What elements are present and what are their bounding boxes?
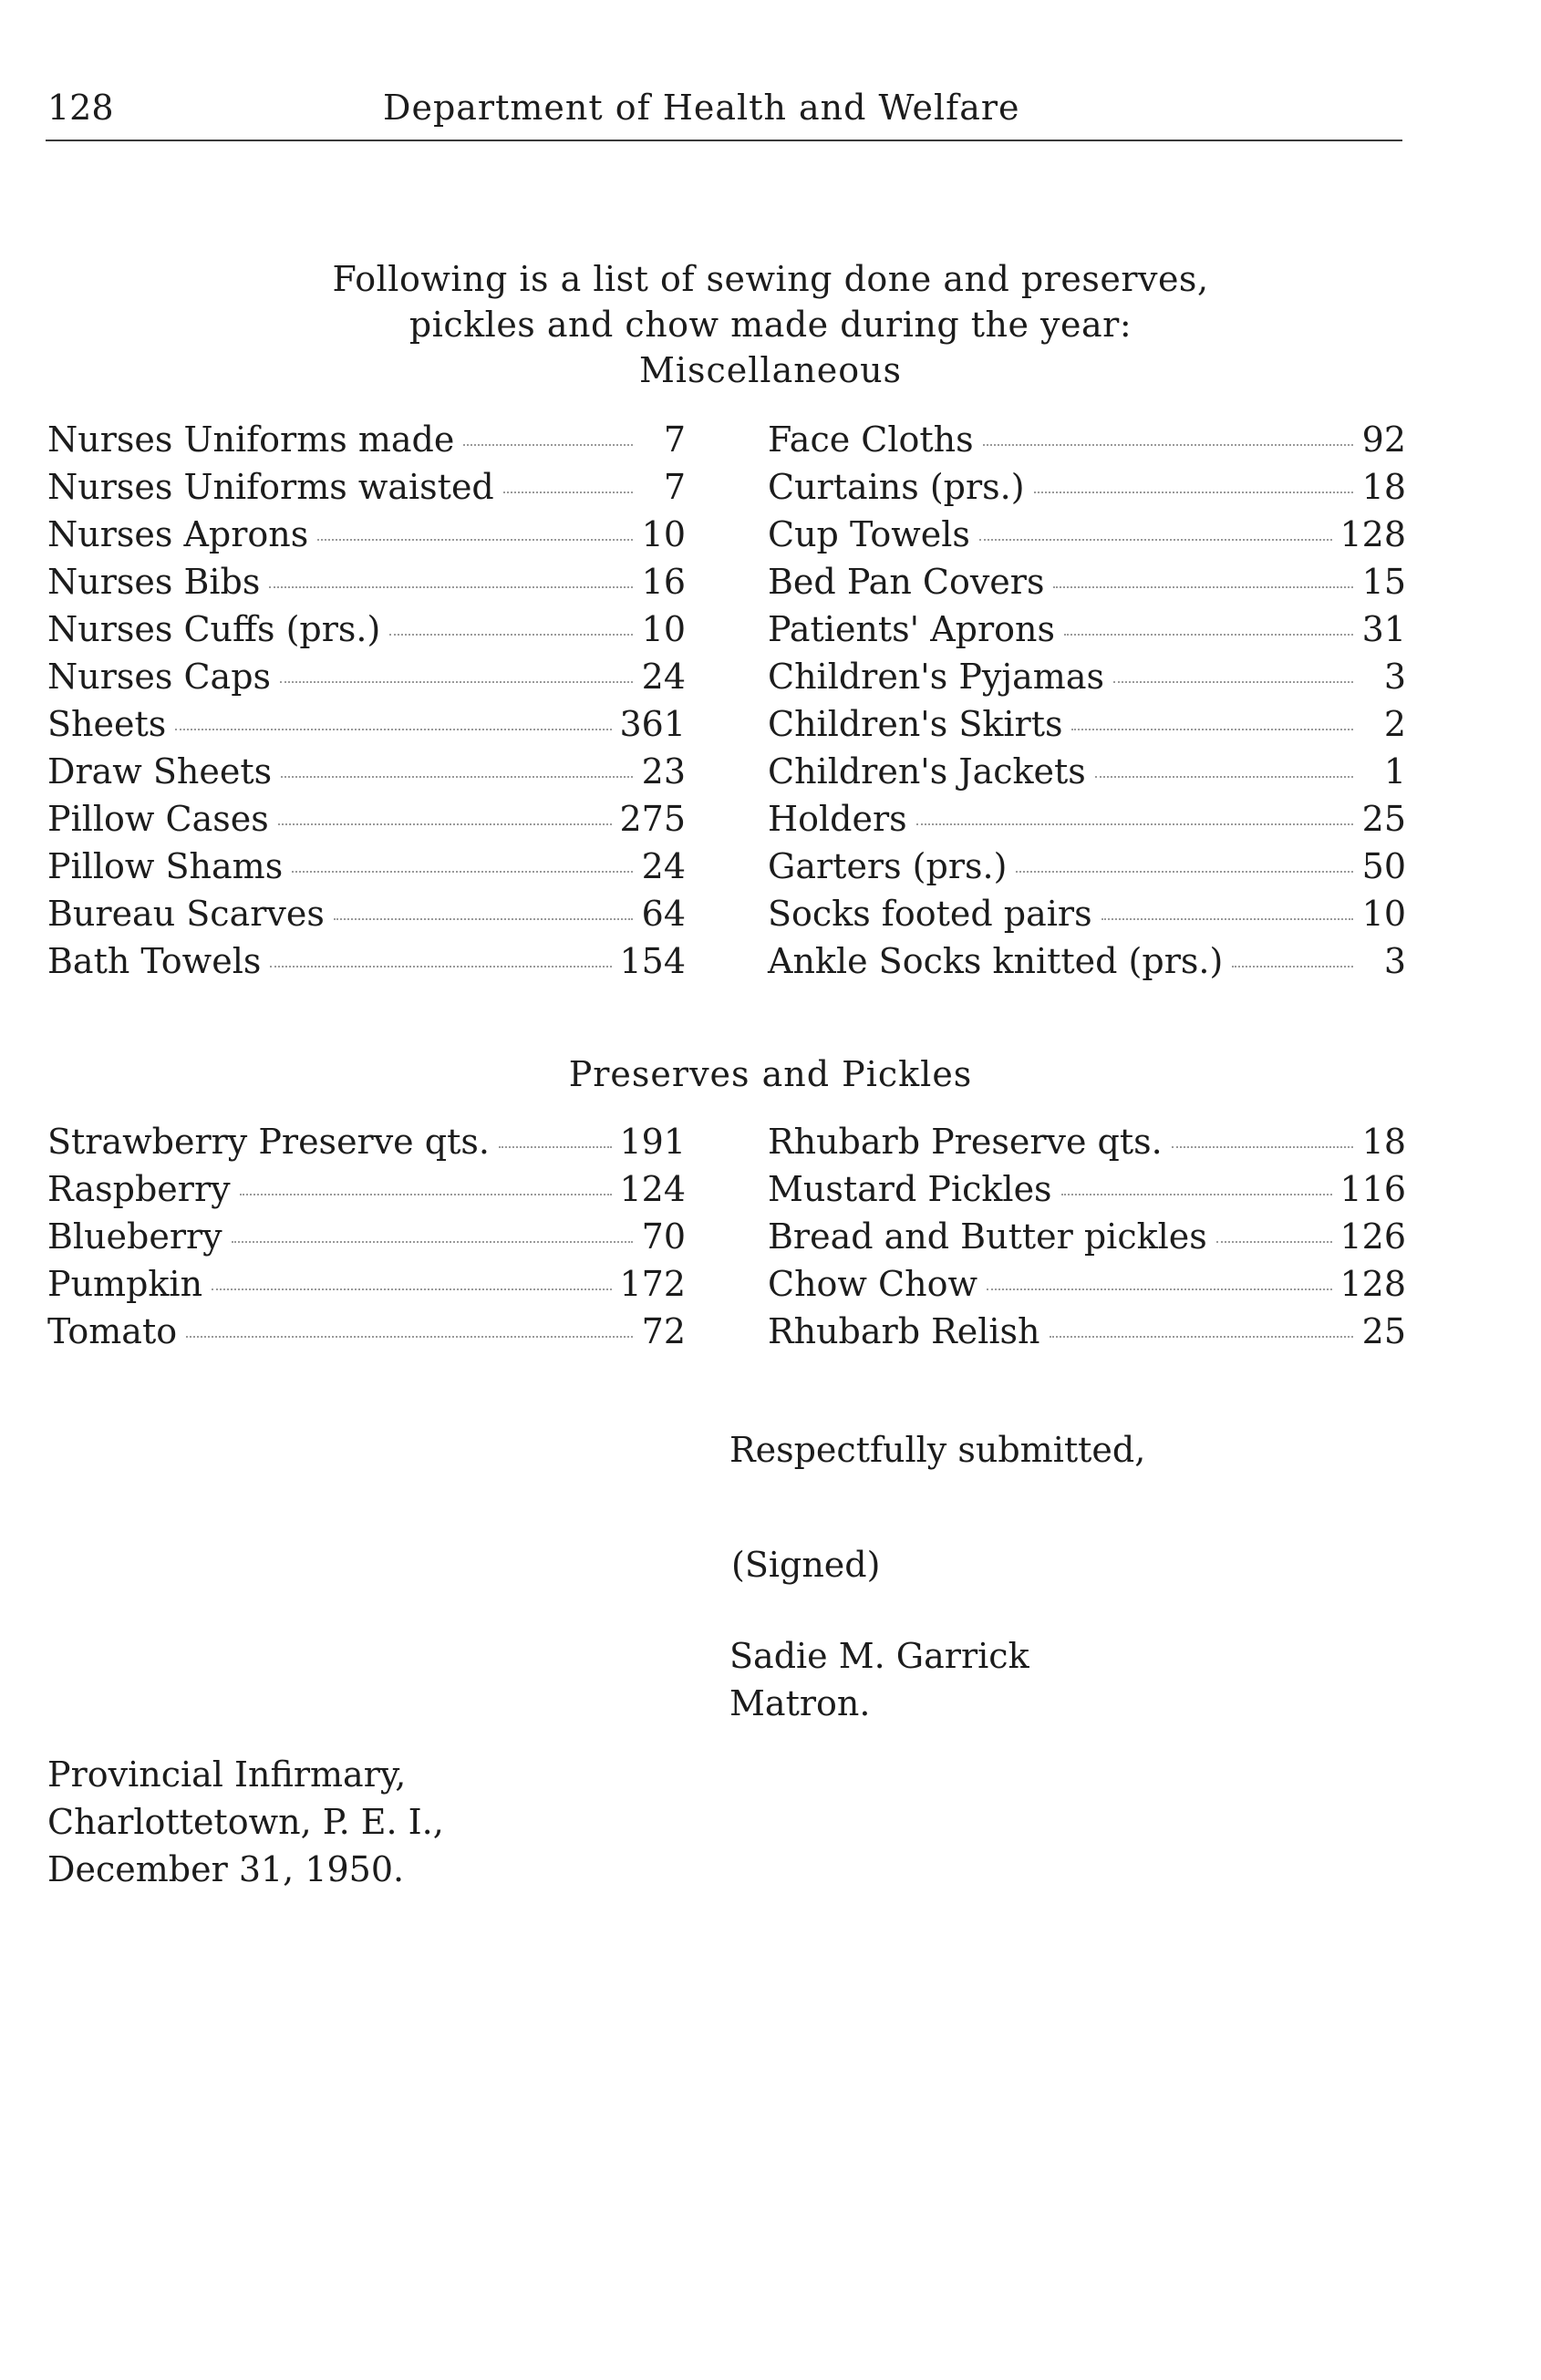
preserves-title: Preserves and Pickles — [568, 1054, 973, 1094]
item-label: Blueberry — [47, 1216, 222, 1257]
item-label: Children's Skirts — [768, 704, 1063, 744]
signatory-role: Matron. — [729, 1683, 871, 1723]
list-item — [768, 941, 1406, 988]
item-label: Garters (prs.) — [768, 846, 1008, 886]
dot-leader — [175, 729, 612, 730]
list-item — [768, 704, 1406, 751]
list-item — [768, 1169, 1406, 1216]
item-label: Ankle Socks knitted (prs.) — [768, 941, 1224, 981]
dot-leader — [1172, 1146, 1353, 1148]
dot-leader — [269, 586, 633, 588]
item-value: 16 — [641, 562, 686, 602]
item-label: Nurses Aprons — [47, 514, 309, 554]
item-label: Chow Chow — [768, 1264, 977, 1304]
item-value: 92 — [1361, 419, 1406, 460]
list-item — [47, 419, 686, 467]
dot-leader — [389, 634, 633, 636]
signed-note: (Signed) — [731, 1545, 881, 1585]
item-value: 18 — [1361, 1122, 1406, 1162]
item-value: 64 — [641, 894, 686, 934]
dot-leader — [1016, 871, 1353, 873]
header-rule — [46, 140, 1402, 141]
item-label: Nurses Uniforms made — [47, 419, 455, 460]
item-label: Pillow Cases — [47, 799, 269, 839]
item-label: Pillow Shams — [47, 846, 284, 886]
item-value: 128 — [1339, 1264, 1406, 1304]
item-label: Raspberry — [47, 1169, 231, 1209]
item-label: Patients' Aprons — [768, 609, 1055, 649]
item-label: Children's Pyjamas — [768, 657, 1104, 697]
item-value: 7 — [663, 467, 686, 507]
location-line-2: Charlottetown, P. E. I., — [47, 1802, 444, 1842]
item-value: 15 — [1361, 562, 1406, 602]
item-label: Bread and Butter pickles — [768, 1216, 1207, 1257]
item-value: 70 — [641, 1216, 686, 1257]
item-label: Holders — [768, 799, 907, 839]
list-item — [768, 514, 1406, 562]
list-item — [47, 1264, 686, 1311]
item-value: 50 — [1361, 846, 1406, 886]
item-label: Cup Towels — [768, 514, 970, 554]
item-value: 23 — [641, 751, 686, 792]
miscellaneous-left-list — [47, 419, 686, 988]
list-item — [47, 894, 686, 941]
item-value: 154 — [619, 941, 686, 981]
item-value: 172 — [619, 1264, 686, 1304]
miscellaneous-title: Miscellaneous — [638, 350, 903, 390]
dot-leader — [499, 1146, 613, 1148]
dot-leader — [334, 918, 633, 920]
list-item — [47, 704, 686, 751]
dot-leader — [1053, 586, 1353, 588]
intro-line-2: pickles and chow made during the year: — [409, 305, 1132, 345]
list-item — [768, 467, 1406, 514]
list-item — [768, 846, 1406, 894]
item-value: 25 — [1361, 1311, 1406, 1351]
page-header-title: Department of Health and Welfare — [383, 88, 1020, 128]
intro-line-1: Following is a list of sewing done and preserves, — [332, 259, 1209, 299]
list-item — [47, 1169, 686, 1216]
list-item — [47, 514, 686, 562]
dot-leader — [503, 492, 633, 493]
miscellaneous-right-list — [768, 419, 1406, 988]
item-label: Rhubarb Relish — [768, 1311, 1040, 1351]
item-value: 2 — [1383, 704, 1406, 744]
item-value: 25 — [1361, 799, 1406, 839]
dot-leader — [317, 539, 633, 541]
dot-leader — [1216, 1241, 1333, 1243]
item-value: 1 — [1383, 751, 1406, 792]
list-item — [47, 751, 686, 799]
list-item — [47, 846, 686, 894]
item-value: 128 — [1339, 514, 1406, 554]
item-value: 10 — [641, 609, 686, 649]
item-label: Curtains (prs.) — [768, 467, 1025, 507]
item-label: Mustard Pickles — [768, 1169, 1052, 1209]
list-item — [47, 562, 686, 609]
dot-leader — [1232, 966, 1353, 968]
list-item — [47, 799, 686, 846]
dot-leader — [232, 1241, 633, 1243]
list-item — [768, 1122, 1406, 1169]
preserves-right-list — [768, 1122, 1406, 1359]
item-value: 24 — [641, 846, 686, 886]
dot-leader — [1034, 492, 1353, 493]
page-number: 128 — [47, 88, 114, 128]
signatory-name: Sadie M. Garrick — [729, 1636, 1029, 1676]
list-item — [47, 657, 686, 704]
dot-leader — [916, 823, 1353, 825]
location-line-1: Provincial Infirmary, — [47, 1754, 407, 1795]
list-item — [768, 799, 1406, 846]
dot-leader — [1113, 681, 1353, 683]
item-label: Bureau Scarves — [47, 894, 325, 934]
item-label: Nurses Cuffs (prs.) — [47, 609, 381, 649]
list-item — [768, 609, 1406, 657]
item-value: 72 — [641, 1311, 686, 1351]
item-label: Rhubarb Preserve qts. — [768, 1122, 1163, 1162]
item-value: 116 — [1339, 1169, 1406, 1209]
list-item — [768, 1264, 1406, 1311]
item-value: 191 — [619, 1122, 686, 1162]
item-value: 7 — [663, 419, 686, 460]
item-value: 18 — [1361, 467, 1406, 507]
dot-leader — [987, 1288, 1332, 1290]
item-label: Sheets — [47, 704, 167, 744]
list-item — [768, 1216, 1406, 1264]
dot-leader — [1050, 1336, 1354, 1338]
dot-leader — [983, 444, 1353, 446]
dot-leader — [292, 871, 633, 873]
item-label: Draw Sheets — [47, 751, 273, 792]
list-item — [47, 1311, 686, 1359]
list-item — [47, 1216, 686, 1264]
list-item — [768, 657, 1406, 704]
item-label: Pumpkin — [47, 1264, 203, 1304]
item-label: Strawberry Preserve qts. — [47, 1122, 490, 1162]
item-label: Tomato — [47, 1311, 178, 1351]
report-date: December 31, 1950. — [47, 1849, 405, 1889]
list-item — [47, 941, 686, 988]
item-value: 124 — [619, 1169, 686, 1209]
item-label: Bed Pan Covers — [768, 562, 1045, 602]
dot-leader — [1071, 729, 1353, 730]
dot-leader — [240, 1194, 613, 1195]
list-item — [768, 1311, 1406, 1359]
dot-leader — [281, 776, 633, 778]
list-item — [47, 609, 686, 657]
dot-leader — [278, 823, 613, 825]
list-item — [47, 467, 686, 514]
item-value: 275 — [619, 799, 686, 839]
item-value: 3 — [1383, 657, 1406, 697]
item-value: 24 — [641, 657, 686, 697]
item-label: Nurses Uniforms waisted — [47, 467, 494, 507]
dot-leader — [979, 539, 1333, 541]
item-value: 3 — [1383, 941, 1406, 981]
dot-leader — [186, 1336, 633, 1338]
dot-leader — [1095, 776, 1353, 778]
list-item — [768, 894, 1406, 941]
item-label: Socks footed pairs — [768, 894, 1092, 934]
dot-leader — [280, 681, 633, 683]
respectfully-submitted: Respectfully submitted, — [729, 1430, 1146, 1470]
item-label: Face Cloths — [768, 419, 974, 460]
item-value: 10 — [1361, 894, 1406, 934]
dot-leader — [212, 1288, 612, 1290]
item-value: 10 — [641, 514, 686, 554]
item-label: Nurses Caps — [47, 657, 272, 697]
list-item — [768, 751, 1406, 799]
list-item — [47, 1122, 686, 1169]
preserves-left-list — [47, 1122, 686, 1359]
dot-leader — [1064, 634, 1353, 636]
dot-leader — [1061, 1194, 1333, 1195]
item-value: 126 — [1339, 1216, 1406, 1257]
item-label: Nurses Bibs — [47, 562, 261, 602]
item-value: 31 — [1361, 609, 1406, 649]
dot-leader — [1101, 918, 1353, 920]
item-value: 361 — [619, 704, 686, 744]
dot-leader — [463, 444, 633, 446]
list-item — [768, 419, 1406, 467]
list-item — [768, 562, 1406, 609]
item-label: Children's Jackets — [768, 751, 1086, 792]
dot-leader — [270, 966, 612, 968]
item-label: Bath Towels — [47, 941, 262, 981]
